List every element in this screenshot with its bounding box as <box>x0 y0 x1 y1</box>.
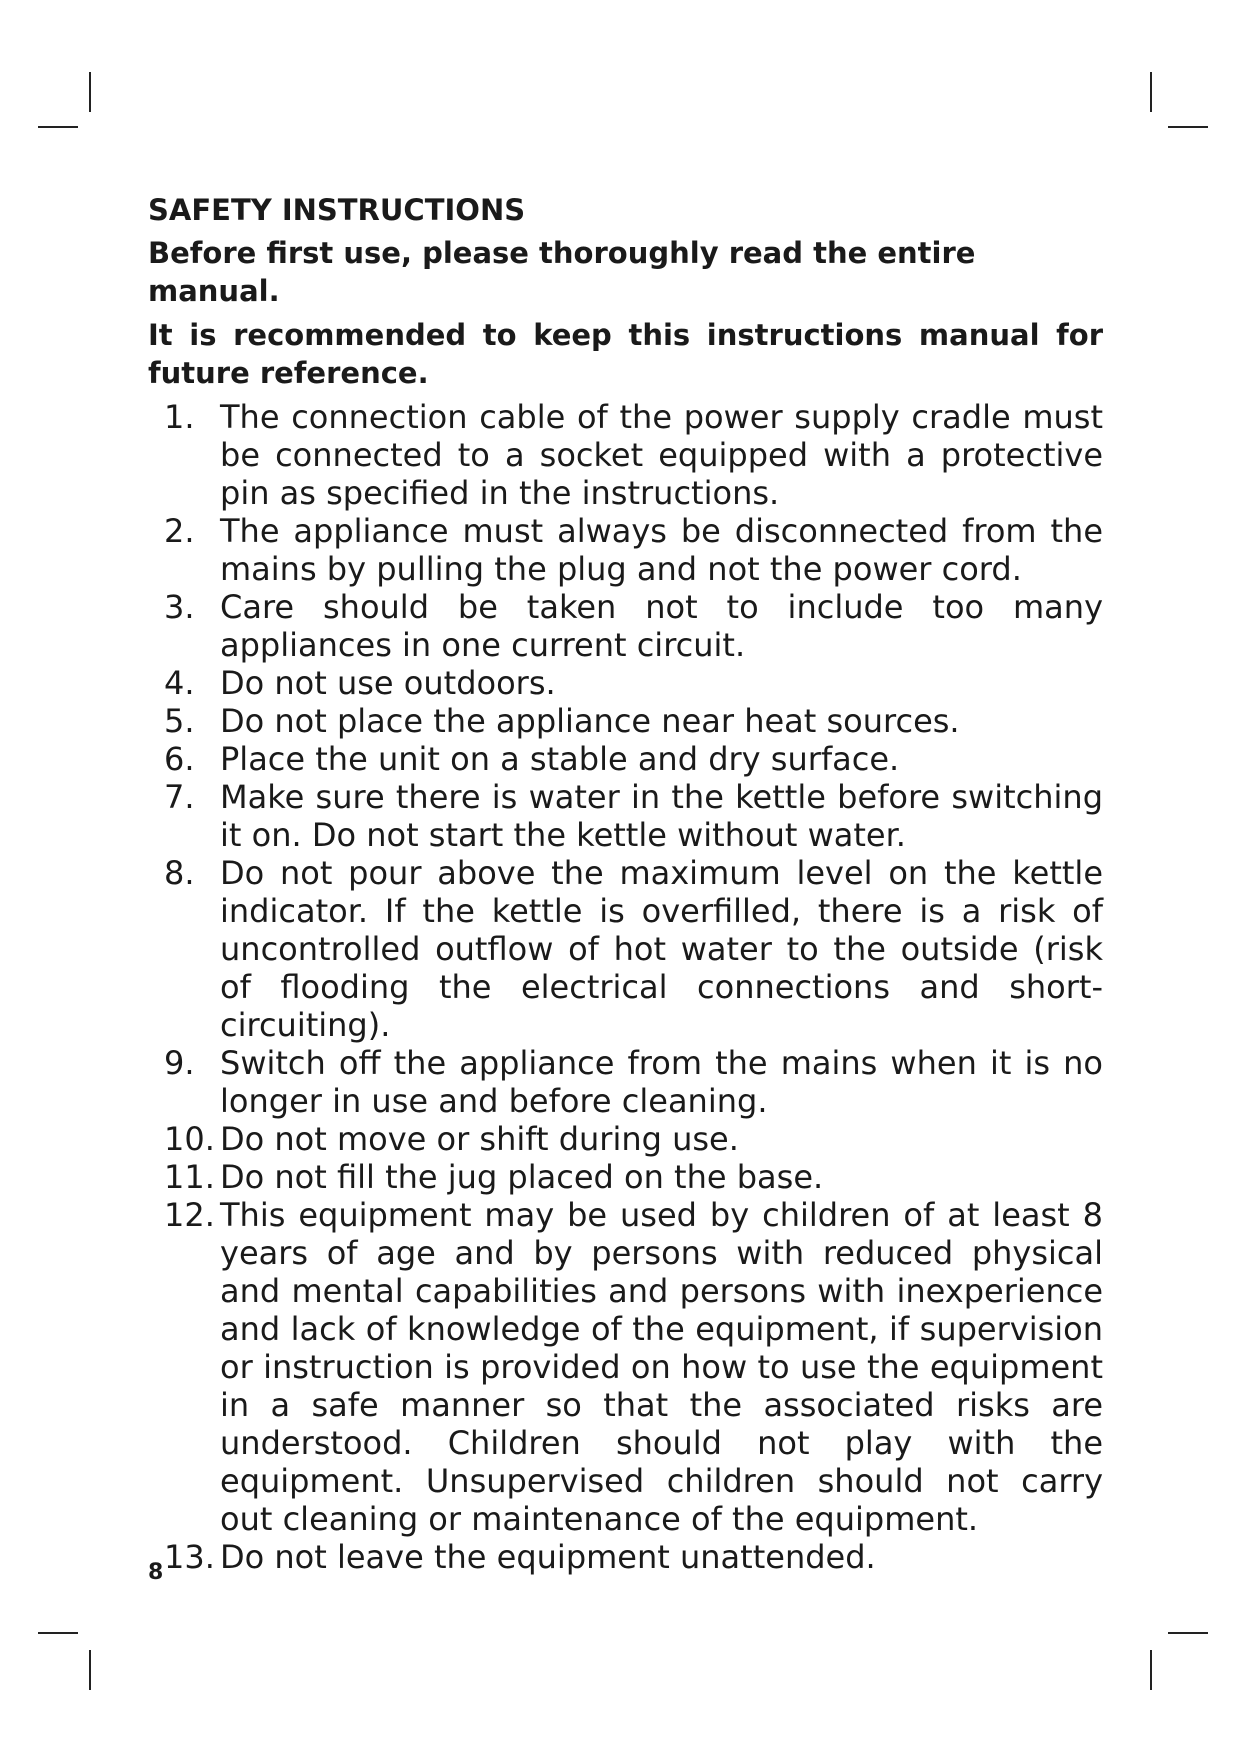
item-text: The appliance must always be disconnected from the mains by pulling the plug and not the power cord. <box>220 512 1103 588</box>
list-item <box>148 1044 1103 1120</box>
list-item <box>148 588 1103 664</box>
item-text: Switch off the appliance from the mains when it is no longer in use and before cleaning. <box>220 1044 1103 1120</box>
item-text: Do not fill the jug placed on the base. <box>220 1158 824 1196</box>
item-text: Do not use outdoors. <box>220 664 556 702</box>
item-number: 13. <box>164 1538 215 1576</box>
item-number: 11. <box>164 1158 215 1196</box>
item-text: Place the unit on a stable and dry surface. <box>220 740 900 778</box>
item-text: The connection cable of the power supply cradle must be connected to a socket equipped with a protective pin as specified in the instructions. <box>220 398 1103 512</box>
list-item <box>148 398 1103 512</box>
item-number: 6. <box>164 740 195 778</box>
item-text: Do not place the appliance near heat sources. <box>220 702 960 740</box>
manual-page-content <box>148 190 1103 1576</box>
list-item <box>148 740 1103 778</box>
list-item <box>148 664 1103 702</box>
item-text: Do not pour above the maximum level on the kettle indicator. If the kettle is overfilled, there is a risk of uncontrolled outflow of hot water to the outside (risk of flooding the electrical connections and short-circuiting). <box>220 854 1103 1044</box>
intro-read-manual: Before first use, please thoroughly read the entire manual. <box>148 236 976 308</box>
item-number: 3. <box>164 588 195 626</box>
crop-mark-top-left-vertical <box>89 72 91 112</box>
list-item <box>148 854 1103 1044</box>
crop-mark-top-right-vertical <box>1150 72 1152 112</box>
item-number: 4. <box>164 664 195 702</box>
crop-mark-top-right-horizontal <box>1168 126 1208 128</box>
safety-instructions-list <box>148 398 1103 1576</box>
item-text: This equipment may be used by children of at least 8 years of age and by persons with reduced physical and mental capabilities and persons with inexperience and lack of knowledge of the equipment, if supervision or instruction is provided on how to use the equipment in a safe manner so that the associated risks are understood. Children should not play with the equipment. Unsupervised children should not carry out cleaning or maintenance of the equipment. <box>220 1196 1103 1538</box>
item-number: 9. <box>164 1044 195 1082</box>
crop-mark-bottom-left-horizontal <box>38 1632 78 1634</box>
item-number: 1. <box>164 398 195 436</box>
list-item <box>148 1538 1103 1576</box>
item-text: Do not move or shift during use. <box>220 1120 739 1158</box>
page-number: 8 <box>148 1560 164 1585</box>
list-item <box>148 512 1103 588</box>
item-text: Make sure there is water in the kettle before switching it on. Do not start the kettle without water. <box>220 778 1103 854</box>
intro-keep-manual: It is recommended to keep this instructions manual for future reference. <box>148 318 1103 390</box>
list-item <box>148 1196 1103 1538</box>
item-text: Care should be taken not to include too many appliances in one current circuit. <box>220 588 1103 664</box>
item-number: 7. <box>164 778 195 816</box>
crop-mark-bottom-right-vertical <box>1150 1650 1152 1690</box>
crop-mark-top-left-horizontal <box>38 126 78 128</box>
item-text: Do not leave the equipment unattended. <box>220 1538 876 1576</box>
item-number: 12. <box>164 1196 215 1234</box>
item-number: 10. <box>164 1120 215 1158</box>
crop-mark-bottom-left-vertical <box>89 1650 91 1690</box>
list-item <box>148 778 1103 854</box>
list-item <box>148 1120 1103 1158</box>
list-item <box>148 702 1103 740</box>
item-number: 8. <box>164 854 195 892</box>
crop-mark-bottom-right-horizontal <box>1168 1632 1208 1634</box>
page-title: SAFETY INSTRUCTIONS <box>148 193 526 227</box>
item-number: 2. <box>164 512 195 550</box>
item-number: 5. <box>164 702 195 740</box>
list-item <box>148 1158 1103 1196</box>
